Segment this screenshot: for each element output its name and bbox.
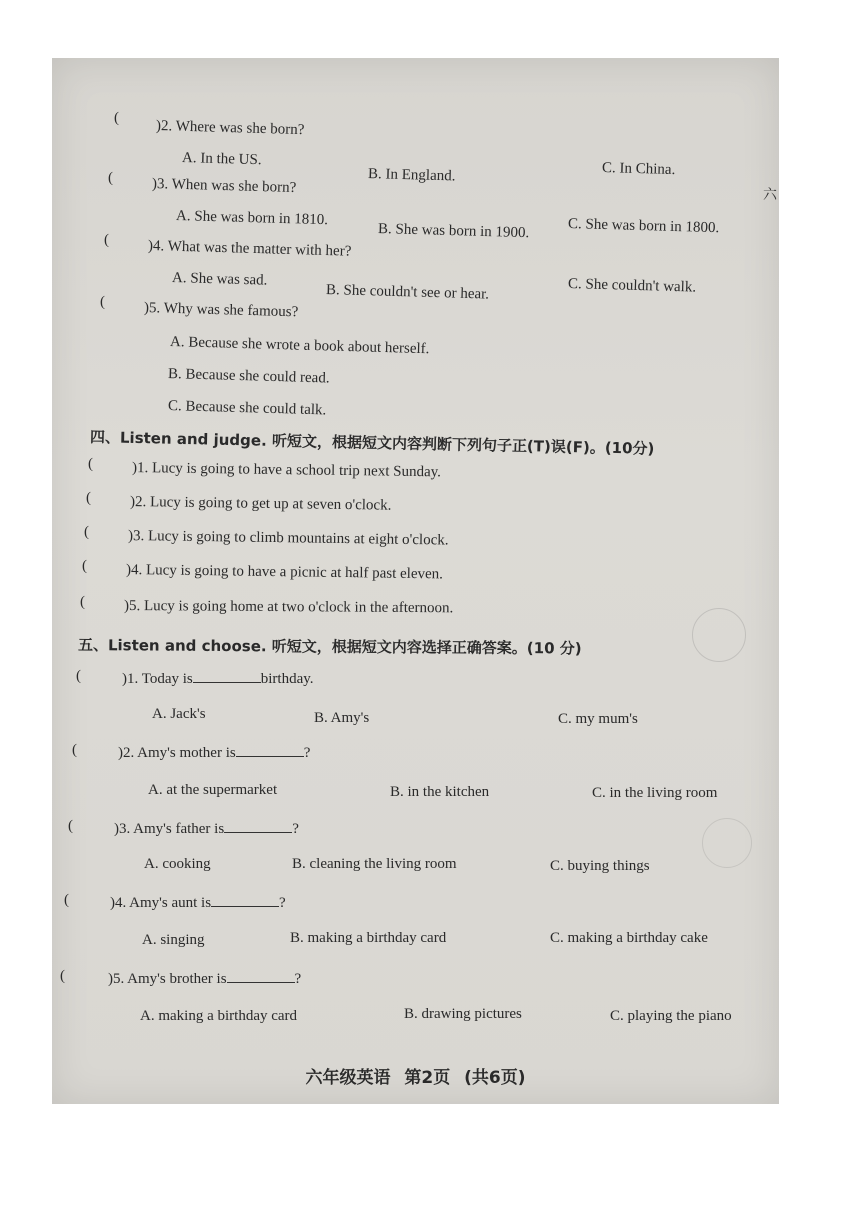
answer-paren: ( xyxy=(72,742,77,758)
judge-item: )4. Lucy is going to have a picnic at half past eleven. xyxy=(125,562,444,583)
option-a: A. making a birthday card xyxy=(140,1008,298,1024)
option-a: A. Jack's xyxy=(152,706,206,722)
answer-paren: ( xyxy=(60,968,65,984)
question-line xyxy=(114,820,299,838)
judge-item: )2. Lucy is going to get up at seven o'clock. xyxy=(129,494,392,514)
judge-item: )3. Lucy is going to climb mountains at eight o'clock. xyxy=(127,528,449,549)
question-text-end: ? xyxy=(294,971,302,987)
option-a: A. singing xyxy=(142,932,205,948)
option-b: B. In England. xyxy=(367,166,456,185)
answer-blank xyxy=(193,670,261,683)
option-c: C. In China. xyxy=(601,160,676,179)
option-b: B. Because she could read. xyxy=(167,366,330,387)
edge-character: 六 xyxy=(763,187,777,203)
footer-total: (共6页) xyxy=(464,1068,526,1088)
answer-paren: ( xyxy=(84,524,89,540)
answer-blank xyxy=(224,820,292,833)
question-line xyxy=(108,970,301,988)
question-text: )1. Today is xyxy=(122,671,193,687)
exam-page-photo xyxy=(52,58,779,1104)
answer-paren: ( xyxy=(86,490,91,506)
question-text: )4. What was the matter with her? xyxy=(147,238,352,260)
section-heading: 四、Listen and judge. 听短文，根据短文内容判断下列句子正(T)误(F)。(10分) xyxy=(89,428,655,458)
answer-blank xyxy=(236,744,304,757)
question-text: )3. Amy's father is xyxy=(114,821,225,837)
option-c: C. buying things xyxy=(550,858,650,874)
page-footer xyxy=(52,1063,779,1088)
answer-paren: ( xyxy=(100,294,105,310)
option-a: A. She was born in 1810. xyxy=(175,208,329,229)
question-text-end: ? xyxy=(303,745,311,761)
answer-paren: ( xyxy=(80,594,85,610)
option-b: B. She couldn't see or hear. xyxy=(325,282,490,303)
question-text: )2. Where was she born? xyxy=(155,118,305,139)
question-text: )4. Amy's aunt is xyxy=(110,895,212,911)
section-heading: 五、Listen and choose. 听短文，根据短文内容选择正确答案。(10 分) xyxy=(77,636,582,658)
question-text-end: ? xyxy=(279,895,286,911)
option-b: B. in the kitchen xyxy=(390,784,490,800)
footer-page: 第2页 xyxy=(404,1068,451,1088)
answer-paren: ( xyxy=(68,818,73,834)
option-b: B. making a birthday card xyxy=(290,930,447,946)
judge-item: )1. Lucy is going to have a school trip next Sunday. xyxy=(131,460,442,481)
answer-blank xyxy=(211,894,279,907)
answer-blank xyxy=(227,970,295,983)
option-c: C. in the living room xyxy=(592,785,718,801)
answer-paren: ( xyxy=(104,232,109,248)
option-c: C. my mum's xyxy=(558,711,638,727)
question-text-end: birthday. xyxy=(260,671,314,687)
question-text: )5. Why was she famous? xyxy=(143,300,299,321)
answer-paren: ( xyxy=(88,456,93,472)
answer-paren: ( xyxy=(108,170,113,186)
option-c: C. She couldn't walk. xyxy=(567,276,697,296)
answer-paren: ( xyxy=(64,892,69,908)
option-c: C. She was born in 1800. xyxy=(567,216,720,237)
question-text: )2. Amy's mother is xyxy=(118,745,236,761)
option-c: C. making a birthday cake xyxy=(550,930,708,946)
question-line xyxy=(122,670,314,688)
faint-stamp-mark xyxy=(692,608,746,662)
question-text: )5. Amy's brother is xyxy=(108,971,227,987)
question-line xyxy=(110,894,286,912)
question-text-end: ? xyxy=(292,821,299,837)
option-a: A. She was sad. xyxy=(171,270,268,289)
answer-paren: ( xyxy=(76,668,81,684)
option-a: A. Because she wrote a book about herself. xyxy=(169,334,430,358)
question-line xyxy=(118,744,310,762)
option-c: C. Because she could talk. xyxy=(167,398,327,419)
option-b: B. drawing pictures xyxy=(404,1006,522,1022)
option-a: A. cooking xyxy=(144,856,211,872)
option-b: B. Amy's xyxy=(314,710,370,726)
option-a: A. In the US. xyxy=(181,150,262,169)
option-b: B. She was born in 1900. xyxy=(377,221,530,242)
option-a: A. at the supermarket xyxy=(148,782,278,798)
option-b: B. cleaning the living room xyxy=(292,856,457,872)
answer-paren: ( xyxy=(82,558,87,574)
judge-item: )5. Lucy is going home at two o'clock in the afternoon. xyxy=(123,598,454,617)
faint-stamp-mark xyxy=(702,818,752,868)
footer-grade: 六年级英语 xyxy=(305,1068,391,1088)
option-c: C. playing the piano xyxy=(610,1008,732,1024)
answer-paren: ( xyxy=(114,110,119,126)
question-text: )3. When was she born? xyxy=(151,176,297,197)
